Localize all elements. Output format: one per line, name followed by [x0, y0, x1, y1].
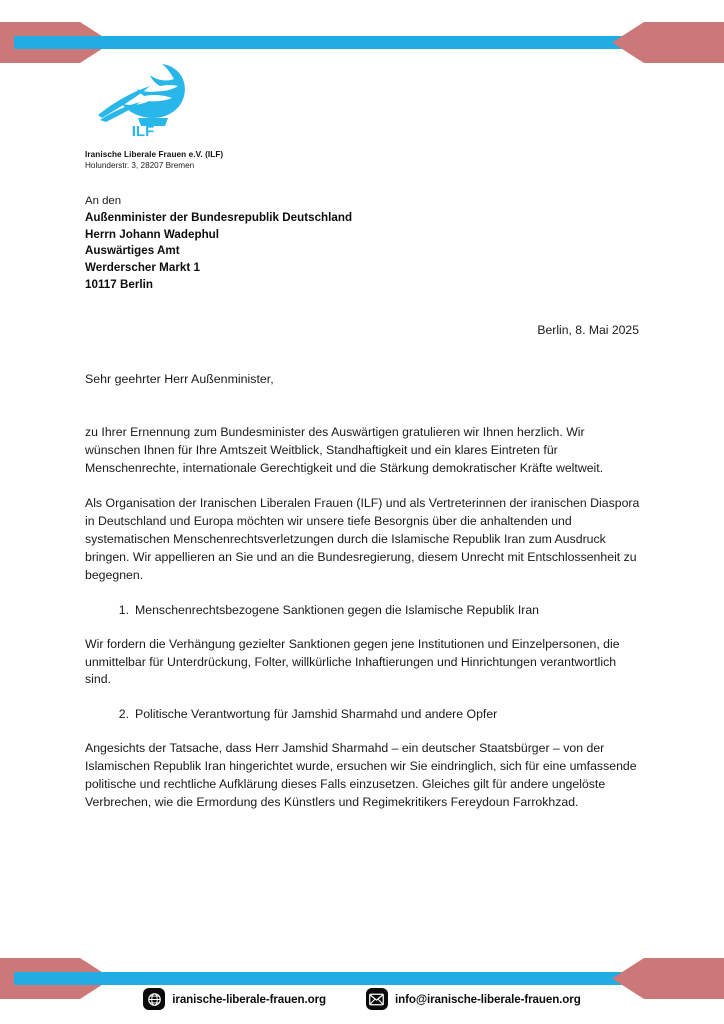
email-text: info@iranische-liberale-frauen.org [394, 992, 581, 1006]
demands-list-continued [85, 706, 640, 724]
recipient-line-2: Herrn Johann Wadephul [85, 227, 220, 241]
envelope-icon [366, 988, 388, 1010]
recipient-block [85, 193, 352, 294]
footer-contacts [0, 988, 724, 1010]
recipient-line-1: Außenminister der Bundesrepublik Deutschland [85, 210, 353, 224]
sender-organization: Iranische Liberale Frauen e.V. (ILF) [85, 150, 224, 159]
recipient-line-4: Werderscher Markt 1 [85, 261, 200, 275]
paragraph-1: zu Ihrer Ernennung zum Bundesminister des Auswärtigen gratulieren wir Ihnen herzlich. Wir wünschen Ihnen für Ihre Amtszeit Weitblick, Standhaftigkeit und ein klares Eintreten für Menschenrechte, internationale Gerechtigkeit und die Stärkung demokratischer Kräfte weltweit. [85, 425, 604, 475]
item-1-body: Wir fordern die Verhängung gezielter Sanktionen gegen jene Institutionen und Einzelpersonen, die unmittelbar für Unterdrückung, Folter, willkürliche Inhaftierungen und Hinrichtungen verantwortlich sind. [85, 636, 620, 687]
website-contact[interactable] [143, 988, 326, 1010]
date-line: Berlin, 8. Mai 2025 [537, 323, 639, 337]
sender-block [85, 150, 223, 171]
recipient-line-3: Auswärtiges Amt [85, 244, 180, 258]
globe-icon [143, 988, 165, 1010]
list-item: Politische Verantwortung für Jamshid Sharmahd und andere Opfer [135, 707, 498, 722]
bar-line-bottom [14, 972, 710, 985]
recipient-line-5: 10117 Berlin [85, 278, 153, 292]
website-text: iranische-liberale-frauen.org [172, 992, 326, 1006]
recipient-prefix: An den [85, 195, 122, 207]
logo-wordmark: ILF [131, 123, 155, 138]
demands-list [85, 602, 640, 620]
ilf-logo [96, 58, 192, 138]
item-2-body: Angesichts der Tatsache, dass Herr Jamshid Sharmahd – ein deutscher Staatsbürger – von der Islamischen Republik Iran hingerichtet wurde, ersuchen wir Sie eindringlich, sich für eine umfassende politische und rechtliche Aufklärung dieses Falls einzusetzen. Gleiches gilt für andere ungelöste Verbrechen, wie die Ermordung des Künstlers und Regimekritikers Fereydoun Farrokhzad. [85, 741, 637, 810]
bar-cap-right-icon [612, 22, 724, 63]
sender-address: Holunderstr. 3, 28207 Bremen [85, 160, 195, 170]
list-item: Menschenrechtsbezogene Sanktionen gegen die Islamische Republik Iran [135, 602, 540, 617]
bar-line [14, 36, 710, 49]
letter-body [85, 424, 640, 829]
email-contact[interactable] [366, 988, 581, 1010]
salutation: Sehr geehrter Herr Außenminister, [85, 372, 274, 386]
paragraph-2: Als Organisation der Iranischen Liberalen Frauen (ILF) und als Vertreterinnen der iranischen Diaspora in Deutschland und Europa möchten wir unsere tiefe Besorgnis über die anhaltenden und systematischen Menschenrechtsverletzungen durch die Islamische Republik Iran zum Ausdruck bringen. Wir appellieren an Sie und an die Bundesregierung, diesem Unrecht mit Entschlossenheit zu begegnen. [85, 495, 640, 582]
